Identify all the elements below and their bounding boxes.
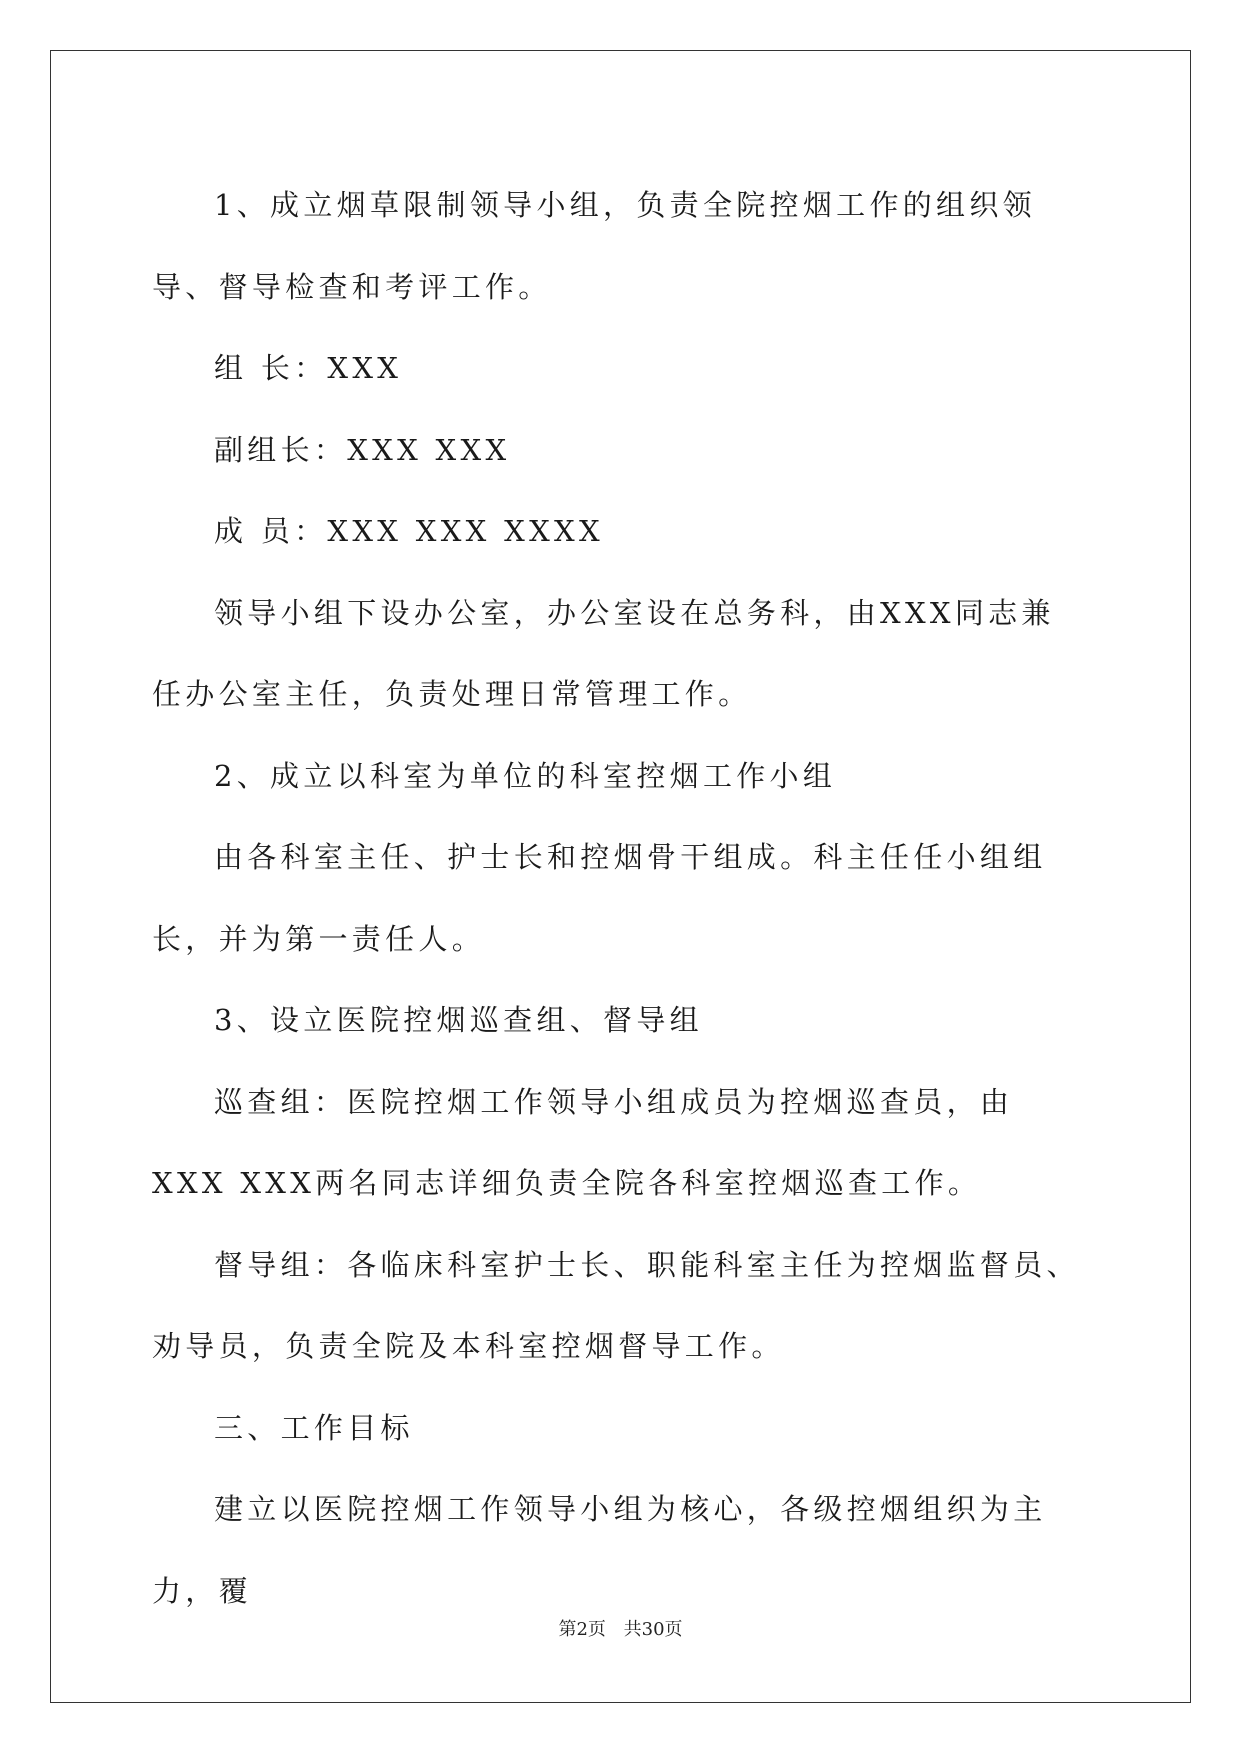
paragraph-goals-body: 建立以医院控烟工作领导小组为核心，各级控烟组织为主力，覆 bbox=[152, 1492, 1047, 1608]
document-body bbox=[152, 165, 1082, 1632]
paragraph-office: 领导小组下设办公室，办公室设在总务科，由XXX同志兼任办公室主任，负责处理日常管理工作。 bbox=[152, 595, 1055, 711]
page-footer bbox=[0, 1615, 1241, 1641]
heading-work-goals: 三、工作目标 bbox=[214, 1410, 414, 1445]
paragraph-deputy-leader: 副组长：XXX XXX bbox=[214, 432, 511, 467]
paragraph-group-leader: 组 长：XXX bbox=[214, 351, 403, 385]
paragraph-department-group: 2、成立以科室为单位的科室控烟工作小组 bbox=[214, 758, 837, 793]
paragraph-supervision-team: 督导组：各临床科室护士长、职能科室主任为控烟监督员、劝导员，负责全院及本科室控烟督导工作。 bbox=[152, 1247, 1080, 1363]
page-number: 第2页 bbox=[558, 1619, 606, 1640]
paragraph-leading-group: 1、成立烟草限制领导小组，负责全院控烟工作的组织领导、督导检查和考评工作。 bbox=[152, 188, 1036, 304]
paragraph-inspection-groups: 3、设立医院控烟巡查组、督导组 bbox=[214, 1003, 703, 1037]
paragraph-department-composition: 由各科室主任、护士长和控烟骨干组成。科主任任小组组长，并为第一责任人。 bbox=[152, 840, 1047, 956]
paragraph-members: 成 员：XXX XXX XXXX bbox=[214, 514, 604, 548]
page-total: 共30页 bbox=[623, 1619, 683, 1640]
paragraph-inspection-team: 巡查组：医院控烟工作领导小组成员为控烟巡查员，由XXX XXX两名同志详细负责全院各科室控烟巡查工作。 bbox=[152, 1084, 1014, 1200]
